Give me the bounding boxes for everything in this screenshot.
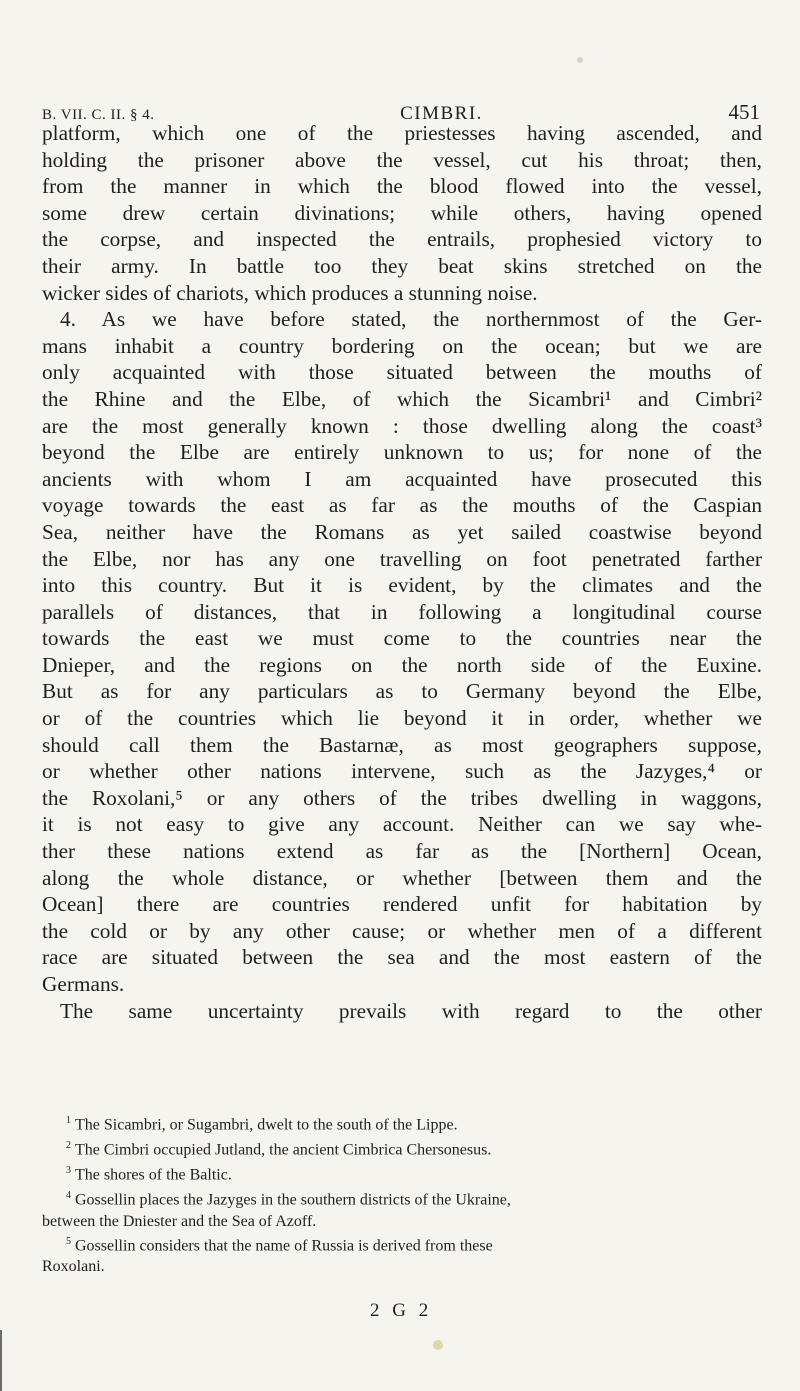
text-line: Germans.: [42, 972, 125, 996]
page-number: 451: [728, 100, 760, 124]
text-line: some drew certain divinations; while others, having opened: [42, 200, 762, 225]
text-line: their army. In battle too they beat skins stretched on the: [42, 253, 762, 278]
text-line: the Rhine and the Elbe, of which the Sicambri¹ and Cimbri²: [42, 386, 762, 411]
text-line: it is not easy to give any account. Neither can we say whe-: [42, 812, 762, 837]
footnote-text: The Cimbri occupied Jutland, the ancient Cimbrica Chersonesus.: [75, 1141, 492, 1159]
printer-signature: 2 G 2: [370, 1300, 433, 1321]
text-line: from the manner in which the blood flowed into the vessel,: [42, 174, 762, 199]
footnote-text: between the Dniester and the Sea of Azoff.: [42, 1212, 317, 1230]
text-line: wicker sides of chariots, which produces a stunning noise.: [42, 280, 538, 305]
text-line: The same uncertainty prevails with regard to the other: [60, 998, 762, 1023]
text-line: ancients with whom I am acquainted have prosecuted this: [42, 466, 762, 491]
text-line: into this country. But it is evident, by the climates and the: [42, 573, 762, 598]
text-line: race are situated between the sea and the most eastern of the: [42, 945, 762, 970]
text-line: should call them the Bastarnæ, as most geographers suppose,: [42, 732, 762, 757]
text-line: are the most generally known : those dwelling along the coast³: [42, 413, 762, 438]
footnote-text: Roxolani.: [42, 1258, 105, 1276]
speck: [433, 1340, 443, 1350]
text-line: platform, which one of the priestesses having ascended, and: [42, 121, 762, 145]
footnote-mark: 3: [66, 1165, 71, 1177]
page-heading: CIMBRI.: [400, 103, 483, 124]
speck: [577, 57, 583, 63]
text-line: mans inhabit a country bordering on the ocean; but we are: [42, 333, 762, 358]
text-line: But as for any particulars as to Germany beyond the Elbe,: [42, 679, 762, 704]
text-line: Sea, neither have the Romans as yet sailed coastwise beyond: [42, 519, 762, 544]
text-line: the Elbe, nor has any one travelling on foot penetrated farther: [42, 546, 762, 571]
footnote-text: The Sicambri, or Sugambri, dwelt to the south of the Lippe.: [75, 1116, 458, 1134]
text-line: towards the east we must come to the countries near the: [42, 626, 762, 651]
text-line: parallels of distances, that in following a longitudinal course: [42, 599, 762, 624]
text-line: Ocean] there are countries rendered unfit for habitation by: [42, 892, 762, 917]
text-line: or whether other nations intervene, such as the Jazyges,⁴ or: [42, 759, 762, 784]
text-line: 4. As we have before stated, the northernmost of the Ger-: [60, 307, 762, 332]
footnote-text: Gossellin places the Jazyges in the southern districts of the Ukraine,: [75, 1191, 511, 1209]
footnote-mark: 2: [66, 1140, 71, 1152]
footnote-mark: 1: [66, 1115, 71, 1126]
footnote-mark: 4: [66, 1190, 71, 1202]
text-line: holding the prisoner above the vessel, cut his throat; then,: [42, 147, 762, 172]
text-line: Dnieper, and the regions on the north side of the Euxine.: [42, 652, 762, 677]
text-line: only acquainted with those situated between the mouths of: [42, 360, 762, 385]
text-line: the Roxolani,⁵ or any others of the tribes dwelling in waggons,: [42, 785, 762, 810]
text-line: ther these nations extend as far as the [Northern] Ocean,: [42, 839, 762, 864]
footnote-text: The shores of the Baltic.: [75, 1166, 232, 1184]
text-line: beyond the Elbe are entirely unknown to us; for none of the: [42, 440, 762, 465]
footnote-text: Gossellin considers that the name of Russia is derived from these: [75, 1237, 493, 1255]
text-line: or of the countries which lie beyond it in order, whether we: [42, 706, 762, 731]
footnote-mark: 5: [66, 1236, 71, 1248]
text-line: along the whole distance, or whether [between them and the: [42, 865, 762, 890]
text-line: voyage towards the east as far as the mouths of the Caspian: [42, 493, 762, 518]
text-line: the cold or by any other cause; or whether men of a different: [42, 918, 762, 943]
text-line: the corpse, and inspected the entrails, prophesied victory to: [42, 227, 762, 252]
page-edge: [0, 1330, 2, 1391]
section-reference: B. VII. C. II. § 4.: [42, 107, 155, 123]
